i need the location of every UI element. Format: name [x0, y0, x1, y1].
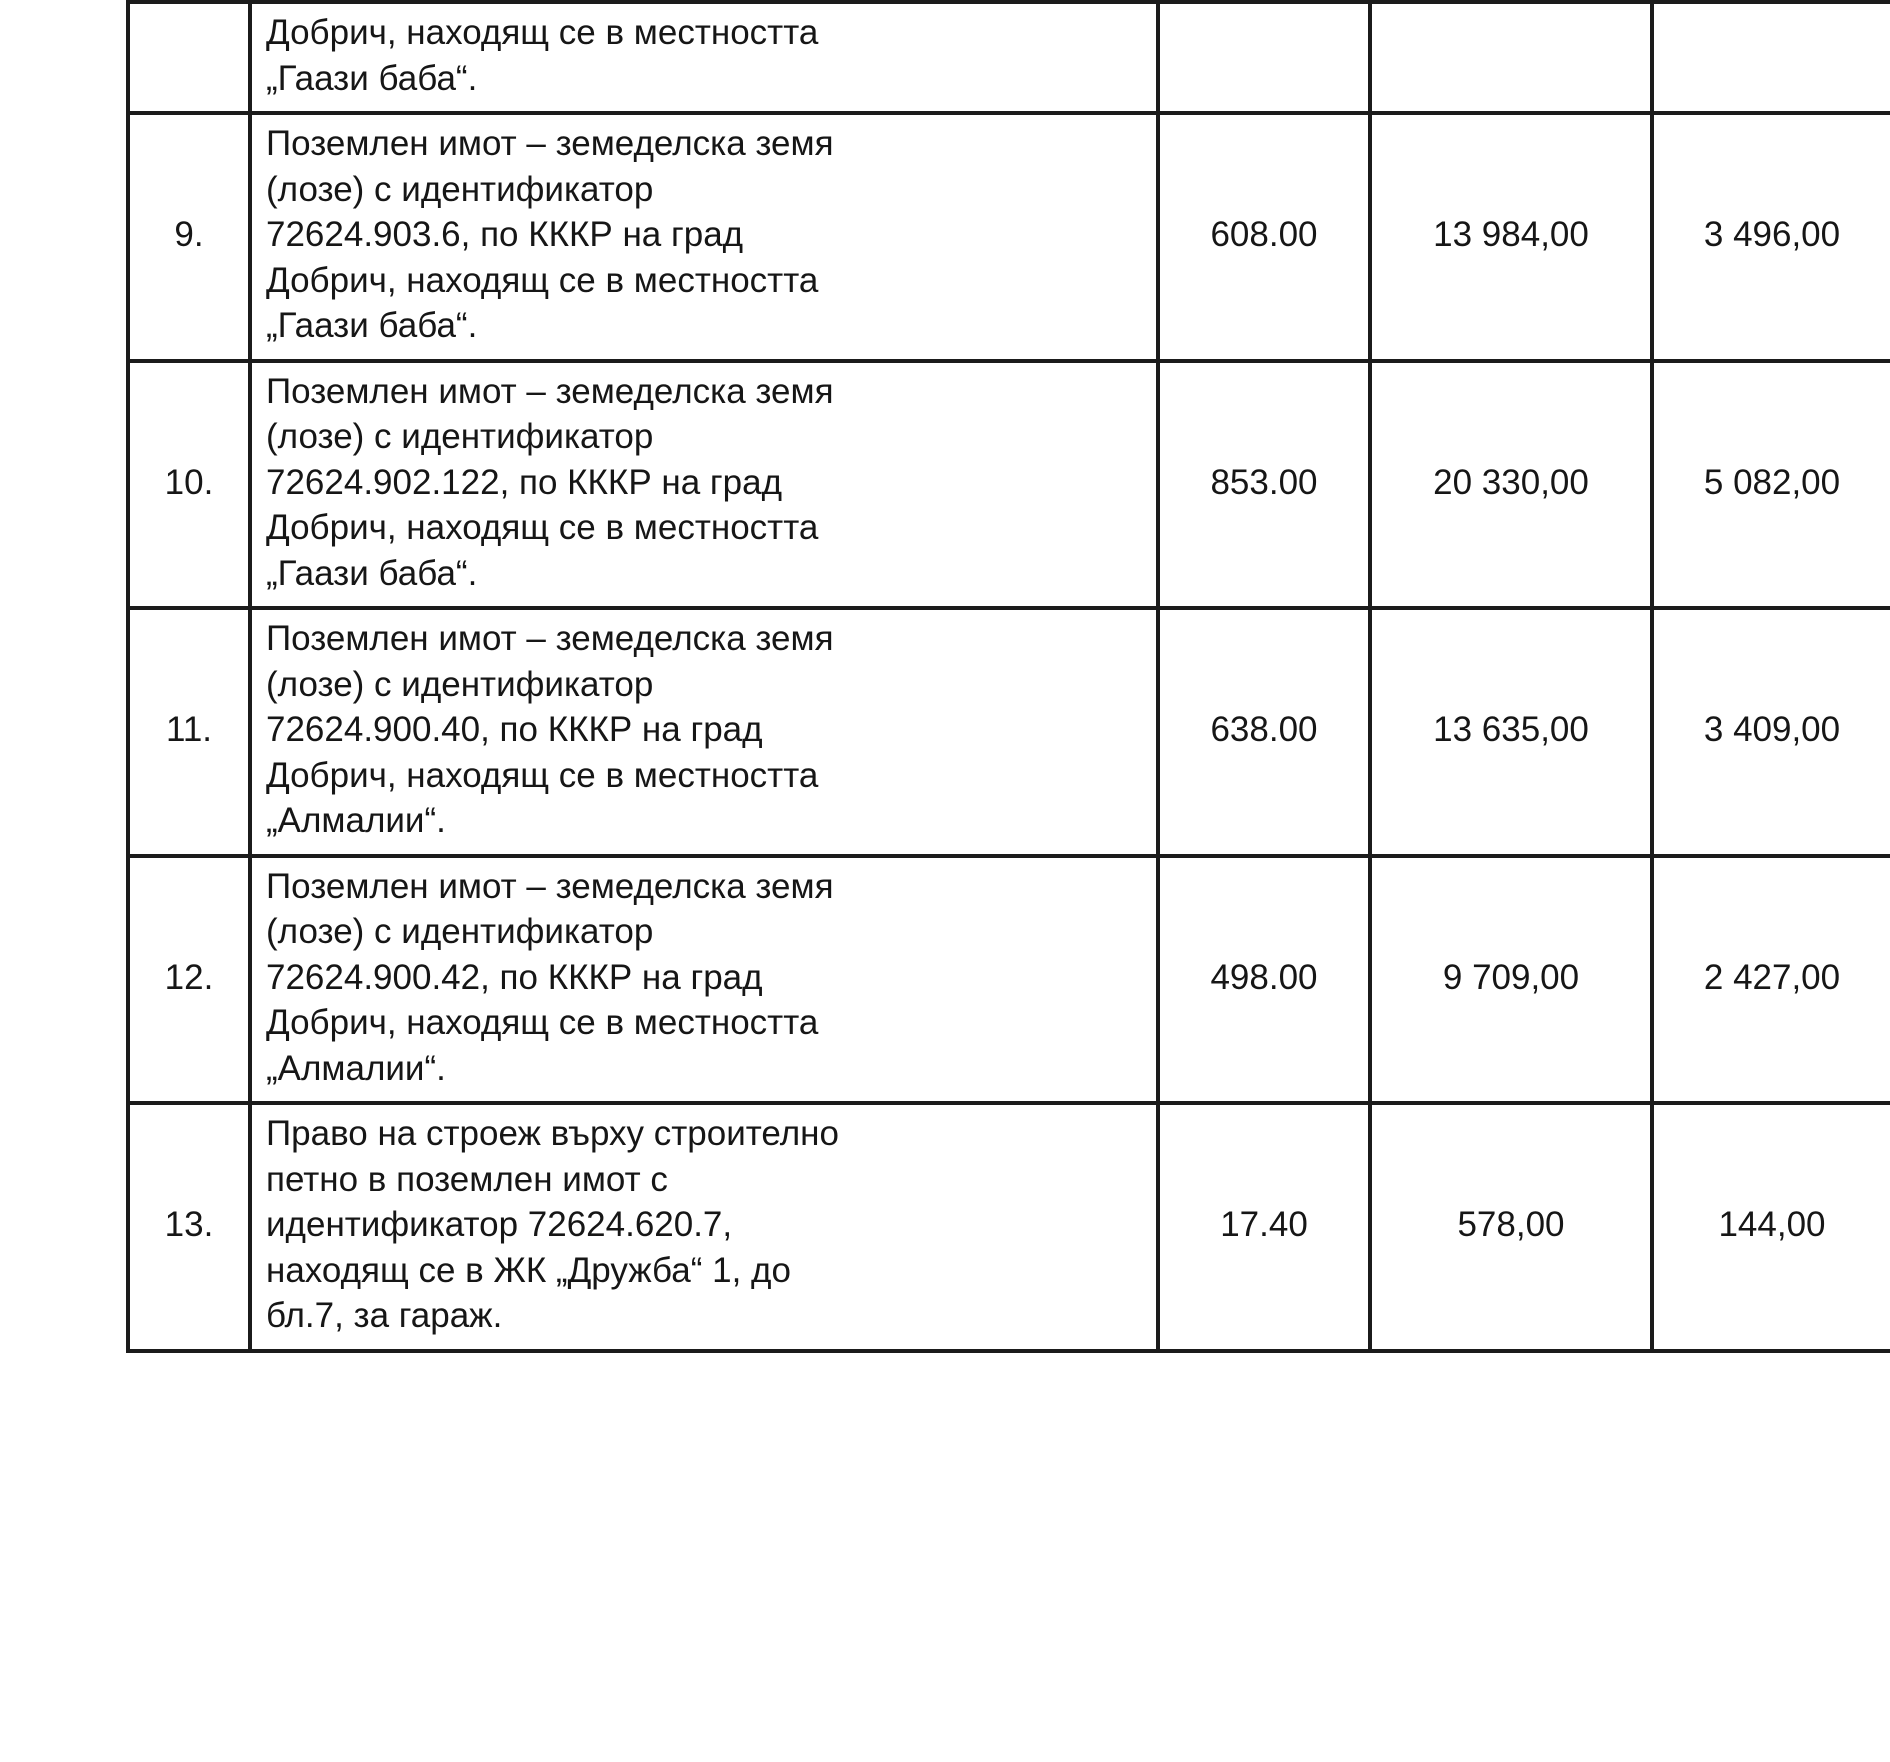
row-description-cell — [250, 361, 1158, 609]
table-row — [128, 608, 1890, 856]
row-area-cell: 608.00 — [1158, 113, 1370, 361]
row-value1-cell: 13 984,00 — [1370, 113, 1652, 361]
row-area-cell: 638.00 — [1158, 608, 1370, 856]
row-value2-cell: 3 496,00 — [1652, 113, 1890, 361]
row-area-cell: 17.40 — [1158, 1103, 1370, 1351]
table-row — [128, 361, 1890, 609]
row-description-cell — [250, 113, 1158, 361]
row-number-cell: 9. — [128, 113, 250, 361]
row-area-cell: 498.00 — [1158, 856, 1370, 1104]
row-value1-cell: 9 709,00 — [1370, 856, 1652, 1104]
description-line: Поземлен имот – земеделска земя — [266, 124, 834, 163]
row-number-cell: 10. — [128, 361, 250, 609]
description-line: петно в поземлен имот с — [266, 1159, 668, 1199]
table-row — [128, 856, 1890, 1104]
row-value1-cell: 20 330,00 — [1370, 361, 1652, 609]
row-description-cell — [250, 1103, 1158, 1351]
description-line: Поземлен имот – земеделска земя — [266, 866, 834, 906]
row-number-cell: 13. — [128, 1103, 250, 1351]
description-line: Поземлен имот – земеделска земя — [266, 619, 834, 658]
description-line: Добрич, находящ се в местността — [266, 508, 819, 547]
row-value1-cell: 13 635,00 — [1370, 608, 1652, 856]
description-line: 72624.900.40, по КККР на град — [266, 710, 763, 749]
description-line: бл.7, за гараж. — [266, 1296, 503, 1335]
description-line: Добрич, находящ се в местността — [266, 1003, 819, 1042]
description-line: 72624.900.42, по КККР на град — [266, 957, 763, 997]
row-value2-cell: 5 082,00 — [1652, 361, 1890, 609]
description-line: Добрич, находящ се в местността — [266, 260, 819, 300]
row-value2-cell: 2 427,00 — [1652, 856, 1890, 1104]
row-description-cell — [250, 2, 1158, 113]
row-description-cell — [250, 608, 1158, 856]
property-table — [126, 0, 1890, 1353]
description-line: Право на строеж върху строително — [266, 1114, 839, 1153]
row-area-cell — [1158, 2, 1370, 113]
description-line: находящ се в ЖК „Дружба“ 1, до — [266, 1250, 791, 1290]
table-row — [128, 1103, 1890, 1351]
row-number-cell: 12. — [128, 856, 250, 1104]
row-number-cell: 11. — [128, 608, 250, 856]
description-line: „Алмалии“. — [266, 801, 446, 840]
description-line: идентификатор 72624.620.7, — [266, 1205, 733, 1244]
row-area-cell: 853.00 — [1158, 361, 1370, 609]
row-value1-cell: 578,00 — [1370, 1103, 1652, 1351]
description-line: (лозе) с идентификатор — [266, 912, 654, 951]
description-line: 72624.903.6, по КККР на град — [266, 215, 744, 254]
description-line: „Алмалии“. — [266, 1048, 446, 1088]
description-line: „Гаази баба“. — [266, 306, 478, 345]
row-description-cell — [250, 856, 1158, 1104]
row-value2-cell: 3 409,00 — [1652, 608, 1890, 856]
description-line: 72624.902.122, по КККР на град — [266, 462, 783, 502]
table-body — [128, 2, 1890, 1351]
row-value2-cell — [1652, 2, 1890, 113]
description-line: Добрич, находящ се в местността — [266, 755, 819, 795]
description-line: (лозе) с идентификатор — [266, 664, 654, 704]
description-line: „Гаази баба“. — [266, 553, 478, 593]
table-row — [128, 2, 1890, 113]
description-line: (лозе) с идентификатор — [266, 169, 654, 209]
row-number-cell — [128, 2, 250, 113]
description-line: Поземлен имот – земеделска земя — [266, 371, 834, 411]
description-line: (лозе) с идентификатор — [266, 417, 654, 456]
description-line: „Гаази баба“. — [266, 58, 478, 98]
row-value2-cell: 144,00 — [1652, 1103, 1890, 1351]
row-value1-cell — [1370, 2, 1652, 113]
description-line: Добрич, находящ се в местността — [266, 13, 819, 52]
table-row — [128, 113, 1890, 361]
